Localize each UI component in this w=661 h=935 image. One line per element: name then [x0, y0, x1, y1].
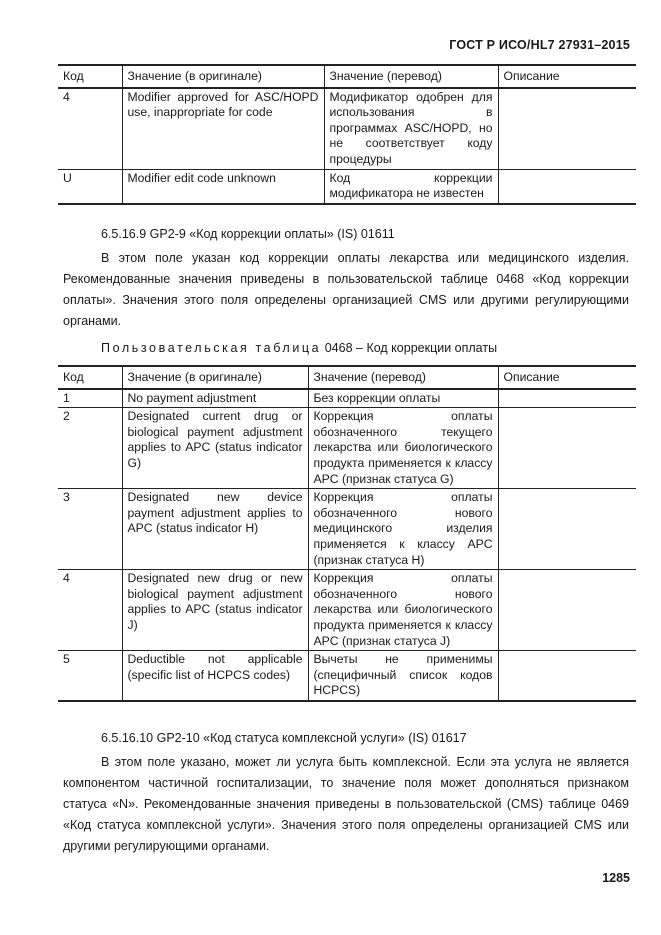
caption-number: 0468: [324, 341, 353, 355]
cell-description: [498, 88, 636, 169]
column-header-translation: Значение (перевод): [308, 366, 498, 389]
cell-original: Designated new device payment adjustment applies to APC (status indicator H): [122, 489, 308, 570]
table-row: [58, 169, 636, 204]
cell-original: Designated current drug or biological payment adjustment applies to APC (status indicator G): [122, 408, 308, 489]
column-header-code: Код: [58, 366, 122, 389]
cell-description: [498, 169, 636, 204]
cell-description: [498, 570, 636, 651]
table-caption: [101, 341, 497, 355]
cell-description: [498, 389, 636, 408]
cell-original: Deductible not applicable (specific list of HCPCS codes): [122, 651, 308, 701]
cell-translation: Без коррекции оплаты: [308, 389, 498, 408]
caption-label: Пользовательская таблица: [101, 341, 322, 355]
cell-translation: Коррекция оплаты обозначенного текущего лекарства или биологического продукта применяется к классу APC (признак статуса G): [308, 408, 498, 489]
cell-translation: Код коррекции модификатора не известен: [324, 169, 498, 204]
caption-title: Код коррекции оплаты: [366, 341, 498, 355]
cell-description: [498, 408, 636, 489]
cell-original: Modifier approved for ASC/HOPD use, inappropriate for code: [122, 88, 324, 169]
document-standard-header: ГОСТ Р ИСО/HL7 27931–2015: [449, 38, 630, 52]
cell-description: [498, 651, 636, 701]
section-heading-gp2-9: 6.5.16.9 GP2-9 «Код коррекции оплаты» (IS) 01611: [101, 227, 395, 241]
table-row: [58, 408, 636, 489]
cell-original: No payment adjustment: [122, 389, 308, 408]
cell-translation: Коррекция оплаты обозначенного нового медицинского изделия применяется к классу APC (признак статуса H): [308, 489, 498, 570]
cell-description: [498, 489, 636, 570]
cell-original: Modifier edit code unknown: [122, 169, 324, 204]
cell-code: 4: [58, 88, 122, 169]
cell-code: 1: [58, 389, 122, 408]
table-row: [58, 489, 636, 570]
cell-code: 3: [58, 489, 122, 570]
column-header-original: Значение (в оригинале): [122, 65, 324, 88]
table-header-row: [58, 65, 636, 88]
caption-dash: –: [356, 341, 363, 355]
cell-original: Designated new drug or new biological payment adjustment applies to APC (status indicator J): [122, 570, 308, 651]
column-header-code: Код: [58, 65, 122, 88]
cell-code: 5: [58, 651, 122, 701]
cell-code: 2: [58, 408, 122, 489]
page-number: 1285: [602, 871, 630, 885]
payment-adjustment-code-table: [58, 365, 636, 702]
column-header-original: Значение (в оригинале): [122, 366, 308, 389]
table-header-row: [58, 366, 636, 389]
table-row: [58, 570, 636, 651]
cell-code: U: [58, 169, 122, 204]
column-header-translation: Значение (перевод): [324, 65, 498, 88]
column-header-description: Описание: [498, 366, 636, 389]
table-row: [58, 651, 636, 701]
section-heading-gp2-10: 6.5.16.10 GP2-10 «Код статуса комплексной услуги» (IS) 01617: [101, 731, 467, 745]
section-paragraph-gp2-9: В этом поле указан код коррекции оплаты лекарства или медицинского изделия. Рекомендованные значения приведены в пользовательской таблице 0468 «Код коррекции оплаты». Значения этого поля определены организацией CMS или другими регулирующими органами.: [63, 251, 629, 328]
modifier-code-table-continuation: [58, 64, 636, 205]
cell-translation: Коррекция оплаты обозначенного нового лекарства или биологического продукта применяется к классу APC (признак статуса J): [308, 570, 498, 651]
cell-translation: Модификатор одобрен для использования в программах ASC/HOPD, но не соответствует коду процедуры: [324, 88, 498, 169]
section-paragraph-gp2-10: В этом поле указано, может ли услуга быть комплексной. Если эта услуга не является компонентом частичной госпитализации, то значение поля может дополняться признаком статуса «N». Рекомендованные значения приведены в пользовательской (CMS) таблице 0469 «Код статуса комплексной услуги». Значения этого поля определены организацией CMS или другими регулирующими органами.: [63, 755, 629, 853]
cell-translation: Вычеты не применимы (специфичный список кодов HCPCS): [308, 651, 498, 701]
cell-code: 4: [58, 570, 122, 651]
table-row: [58, 88, 636, 169]
table-row: [58, 389, 636, 408]
column-header-description: Описание: [498, 65, 636, 88]
